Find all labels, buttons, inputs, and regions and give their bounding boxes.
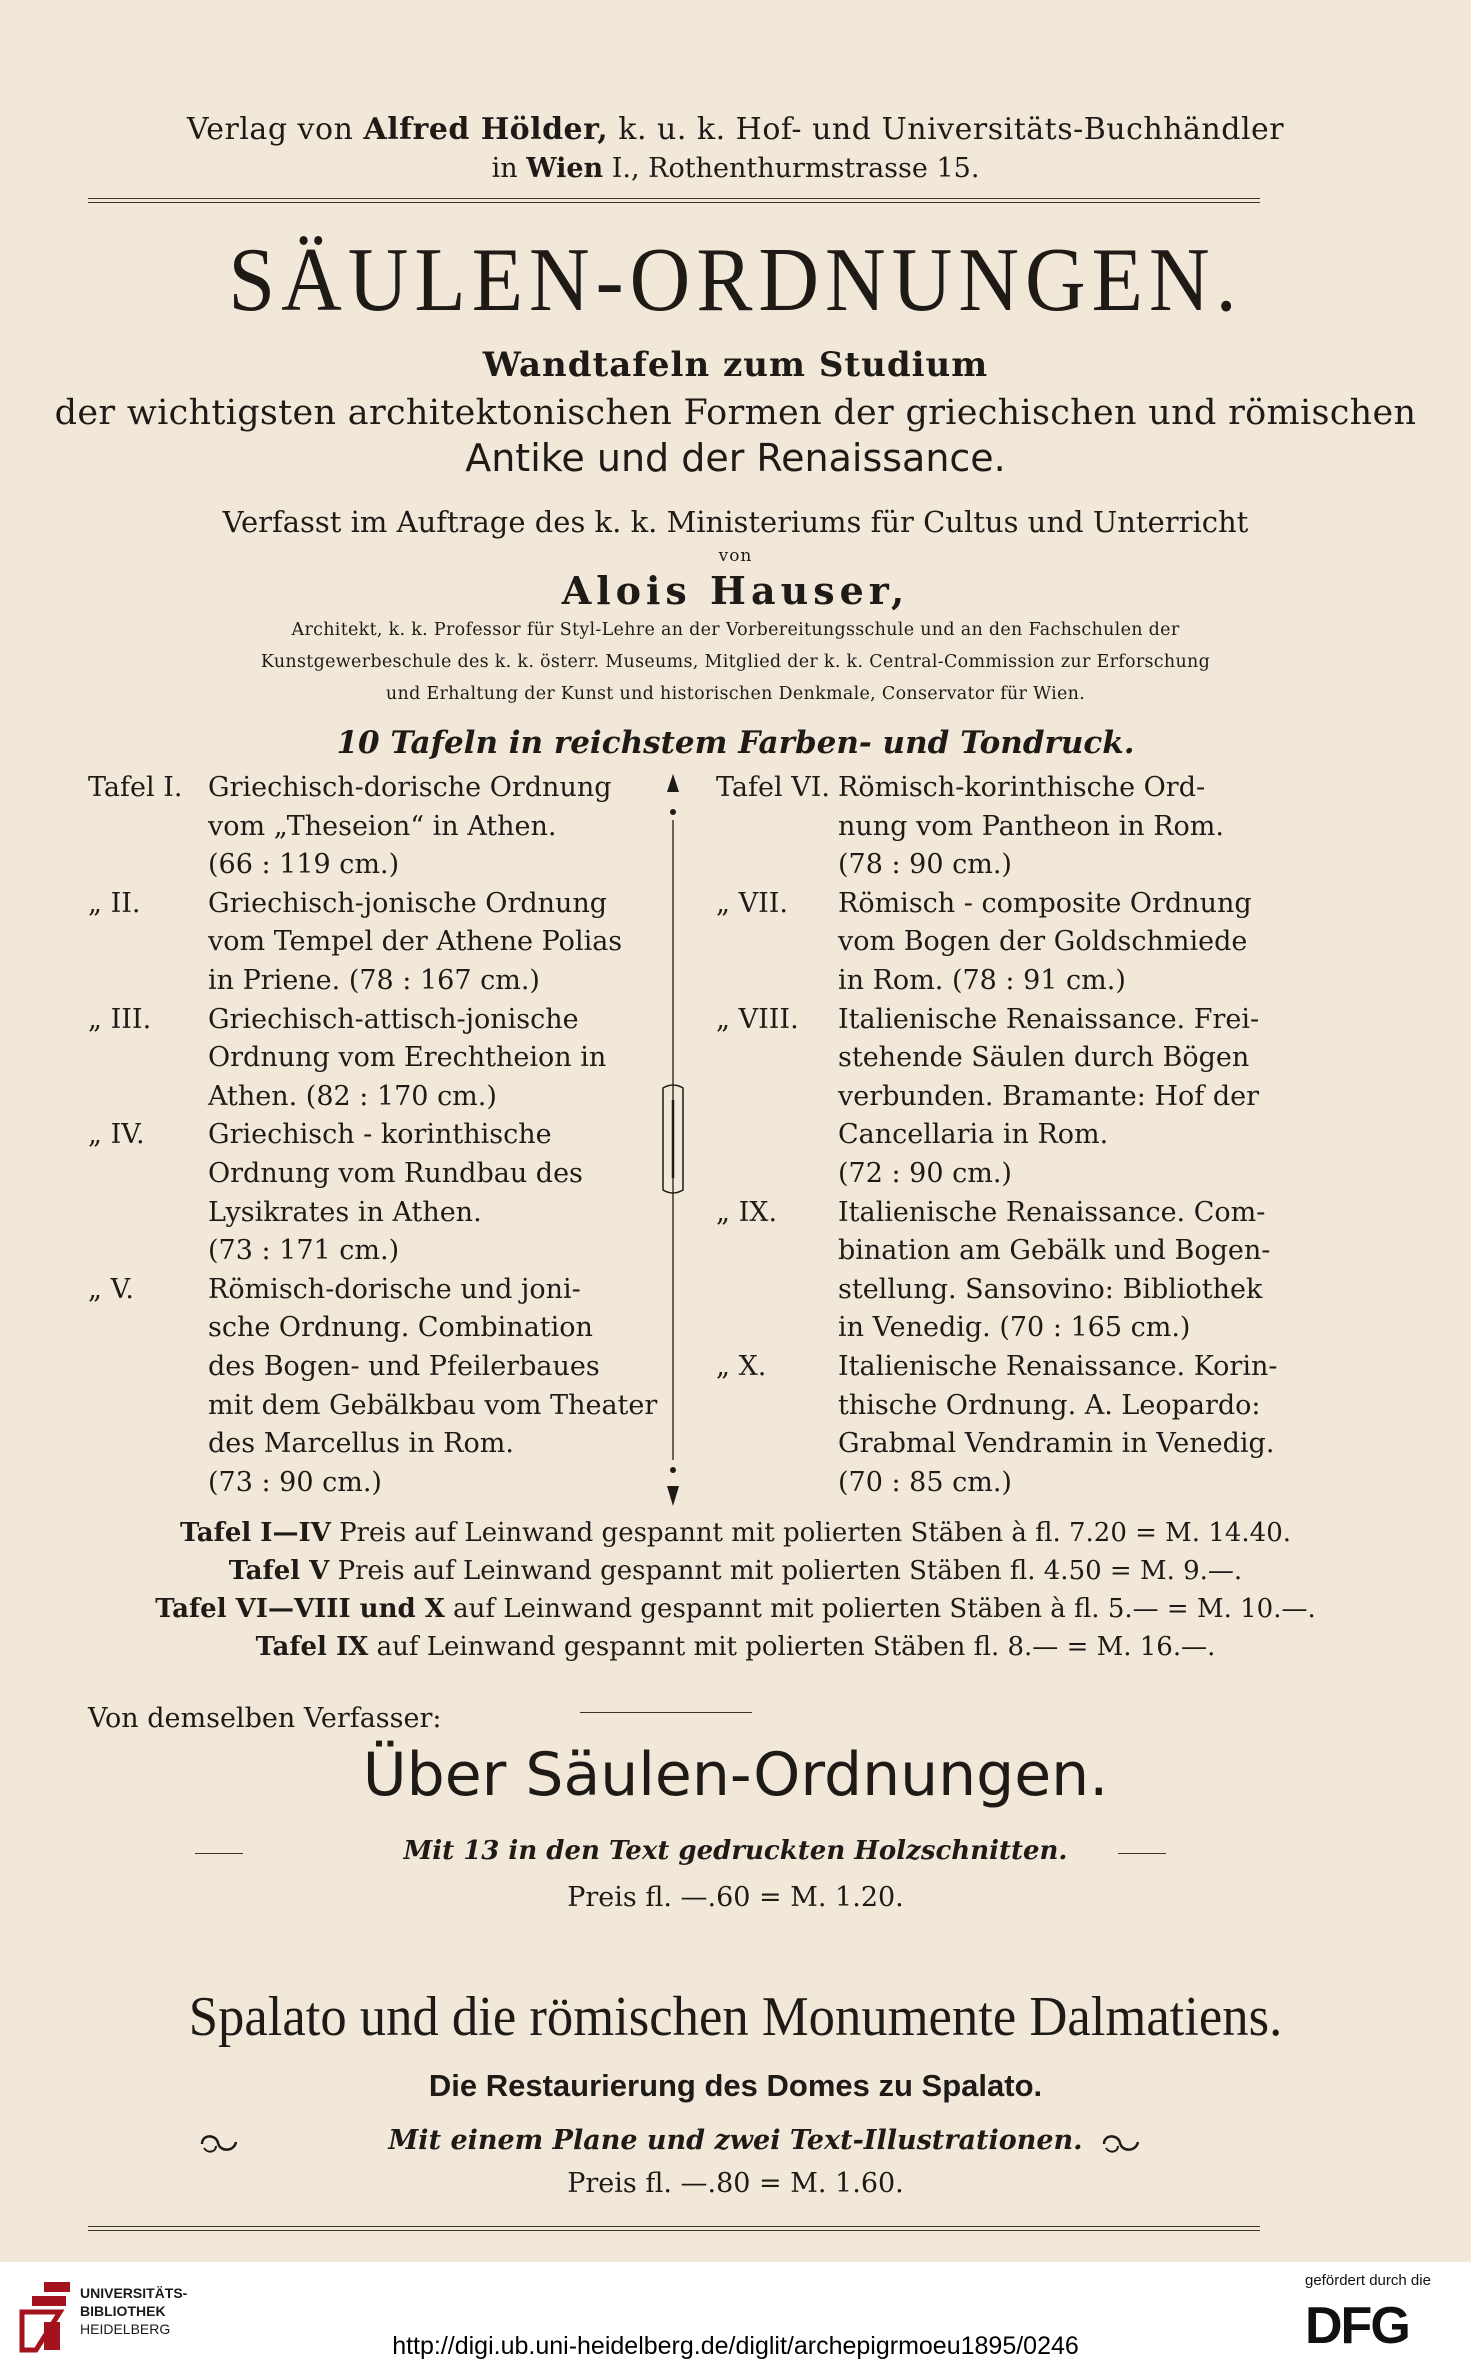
price-text: Preis auf Leinwand gespannt mit polierten Stäben à fl. 7.20 = M. 14.40. <box>339 1518 1292 1548</box>
plate-number: „ IV. <box>88 1119 145 1151</box>
plate-description-line: verbunden. Bramante: Hof der <box>838 1080 1260 1112</box>
plate-number: „ VIII. <box>716 1003 799 1035</box>
plate-description-line: des Bogen- und Pfeilerbaues <box>208 1351 600 1382</box>
credentials-line-2: Kunstgewerbeschule des k. k. österr. Museums, Mitglied der k. k. Central-Commission zur Erforschung <box>260 652 1211 672</box>
plate-number: „ X. <box>716 1351 767 1382</box>
von-line: von <box>718 546 753 566</box>
plate-description-line: (72 : 90 cm.) <box>838 1158 1012 1189</box>
price-line-4 <box>0 1632 1471 1662</box>
plate-description-line: Italienische Renaissance. Com- <box>838 1196 1266 1228</box>
plate-description-line: (73 : 90 cm.) <box>208 1466 382 1498</box>
same-author-intro: Von demselben Verfasser: <box>88 1703 442 1734</box>
plate-number: „ III. <box>88 1003 152 1035</box>
plate-description-line: Ordnung vom Erechtheion in <box>208 1042 607 1074</box>
main-title: SÄULEN-ORDNUNGEN. <box>228 230 1243 331</box>
publisher-name: Alfred Hölder, <box>363 112 609 147</box>
plate-description-line: vom „Theseion“ in Athen. <box>208 810 557 842</box>
plate-description-line: (78 : 90 cm.) <box>838 849 1012 881</box>
address-prefix: in <box>491 153 518 184</box>
price-line-2 <box>0 1556 1471 1586</box>
plate-description-line: (66 : 119 cm.) <box>208 849 400 881</box>
credentials-line-1: Architekt, k. k. Professor für Styl-Lehre an der Vorbereitungsschule und an den Fachschulen der <box>291 620 1180 640</box>
work2-price: Preis fl. —.60 = M. 1.20. <box>567 1882 904 1913</box>
library-name-3: HEIDELBERG <box>80 2321 171 2337</box>
plate-description-line: stehende Säulen durch Bögen <box>838 1042 1250 1074</box>
plate-number: „ IX. <box>716 1196 778 1228</box>
plate-number: Tafel VI. <box>716 772 830 803</box>
plate-description-line: Griechisch-jonische Ordnung <box>208 887 608 919</box>
plate-description-line: Lysikrates in Athen. <box>208 1196 482 1228</box>
work3-note: Mit einem Plane und zwei Text-Illustrationen. <box>388 2125 1083 2156</box>
credentials-line-3: und Erhaltung der Kunst und historischen Denkmale, Conservator für Wien. <box>385 684 1086 704</box>
plate-number: „ II. <box>88 887 141 919</box>
plate-description-line: Ordnung vom Rundbau des <box>208 1158 583 1189</box>
plate-description-line: stellung. Sansovino: Bibliothek <box>838 1273 1263 1305</box>
price-text: auf Leinwand gespannt mit polierten Stäben à fl. 5.— = M. 10.—. <box>453 1594 1316 1624</box>
author-name: Alois Hauser, <box>561 568 910 613</box>
plate-number: Tafel I. <box>88 772 183 803</box>
address-street: I., Rothenthurmstrasse 15. <box>611 153 980 184</box>
price-line-3 <box>0 1594 1471 1624</box>
plate-description-line: vom Bogen der Goldschmiede <box>838 926 1248 958</box>
plate-description-line: (73 : 171 cm.) <box>208 1235 400 1267</box>
commission-line: Verfasst im Auftrage des k. k. Ministeriums für Cultus und Unterricht <box>222 505 1249 539</box>
footer-divider <box>88 2226 1260 2231</box>
plate-description-line: bination am Gebälk und Bogen- <box>838 1235 1271 1267</box>
work3-title: Spalato und die römischen Monumente Dalmatiens. <box>188 1986 1283 2048</box>
plate-description-line: mit dem Gebälkbau vom Theater <box>208 1389 658 1421</box>
library-name-1: UNIVERSITÄTS- <box>80 2285 188 2301</box>
plate-number: „ VII. <box>716 887 788 919</box>
plate-description-line: in Priene. (78 : 167 cm.) <box>208 965 540 996</box>
ornament-right-icon <box>1100 2132 1144 2154</box>
short-divider <box>580 1712 752 1713</box>
publisher-address <box>0 153 1471 184</box>
price-label: Tafel V <box>228 1556 330 1586</box>
work2-note: Mit 13 in den Text gedruckten Holzschnitten. <box>403 1836 1068 1866</box>
description: der wichtigsten architektonischen Formen der griechischen und römischen <box>54 393 1417 433</box>
subtitle: Wandtafeln zum Studium <box>482 345 989 385</box>
plates-note: 10 Tafeln in reichstem Farben- und Tondruck. <box>336 725 1135 761</box>
work3-subtitle: Die Restaurierung des Domes zu Spalato. <box>428 2068 1043 2103</box>
description-2: Antike und der Renaissance. <box>465 436 1006 480</box>
plate-description-line: Grabmal Vendramin in Venedig. <box>838 1428 1275 1460</box>
plate-number: „ V. <box>88 1273 134 1305</box>
price-label: Tafel I—IV <box>179 1518 331 1548</box>
plate-description-line: in Rom. (78 : 91 cm.) <box>838 965 1126 996</box>
plate-description-line: Römisch-korinthische Ord- <box>838 772 1206 803</box>
publisher-prefix: Verlag von <box>186 112 354 147</box>
work3-price: Preis fl. —.80 = M. 1.60. <box>567 2168 904 2199</box>
plate-description-line: vom Tempel der Athene Polias <box>208 926 623 958</box>
price-line-1 <box>0 1518 1471 1548</box>
plate-description-line: Athen. (82 : 170 cm.) <box>208 1080 497 1112</box>
plate-description-line: Römisch-dorische und joni- <box>208 1273 581 1305</box>
plate-description-line: in Venedig. (70 : 165 cm.) <box>838 1312 1191 1344</box>
publisher-title: k. u. k. Hof- und Universitäts-Buchhändler <box>618 112 1285 147</box>
digital-url-link[interactable]: http://digi.ub.uni-heidelberg.de/diglit/archepigrmoeu1895/0246 <box>392 2332 1079 2360</box>
plate-description-line: thische Ordnung. A. Leopardo: <box>838 1389 1261 1421</box>
plate-description-line: Griechisch-dorische Ordnung <box>208 772 612 803</box>
dfg-logo: DFG <box>1305 2297 1409 2355</box>
price-text: auf Leinwand gespannt mit polierten Stäben fl. 8.— = M. 16.—. <box>376 1632 1216 1662</box>
plate-description-line: Römisch - composite Ordnung <box>838 887 1252 919</box>
address-city: Wien <box>526 153 604 184</box>
plate-description-line: (70 : 85 cm.) <box>838 1466 1012 1498</box>
header-divider <box>88 198 1260 203</box>
sponsor-note: gefördert durch die <box>1305 2272 1431 2289</box>
plate-description-line: Cancellaria in Rom. <box>838 1119 1109 1151</box>
plate-description-line: nung vom Pantheon in Rom. <box>838 810 1224 842</box>
plate-description-line: Italienische Renaissance. Frei- <box>838 1003 1260 1035</box>
price-text: Preis auf Leinwand gespannt mit polierten Stäben fl. 4.50 = M. 9.—. <box>337 1556 1243 1586</box>
plate-description-line: Griechisch - korinthische <box>208 1119 552 1151</box>
library-name-2: BIBLIOTHEK <box>80 2303 166 2319</box>
plate-description-line: sche Ordnung. Combination <box>208 1312 593 1344</box>
publisher-line <box>0 112 1471 147</box>
column-divider-ornament <box>655 770 691 1510</box>
price-label: Tafel VI—VIII und X <box>155 1594 445 1624</box>
price-label: Tafel IX <box>255 1632 369 1662</box>
plate-description-line: des Marcellus in Rom. <box>208 1428 514 1460</box>
work2-title: Über Säulen-Ordnungen. <box>362 1740 1109 1810</box>
plate-description-line: Griechisch-attisch-jonische <box>208 1003 579 1035</box>
plate-description-line: Italienische Renaissance. Korin- <box>838 1351 1278 1382</box>
